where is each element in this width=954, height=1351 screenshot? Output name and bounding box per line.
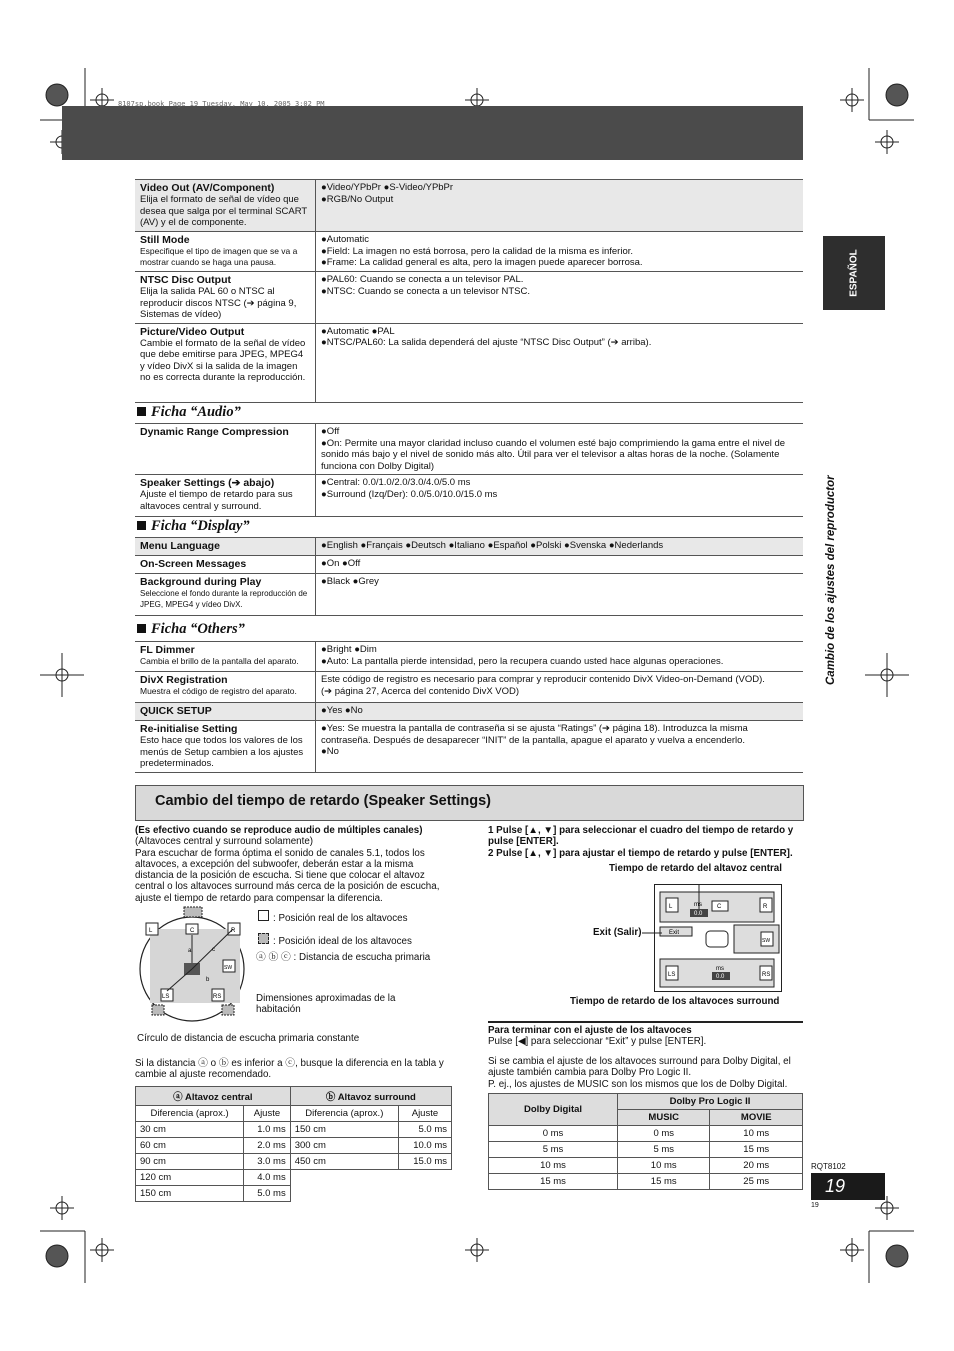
others-heading: Ficha “Others” xyxy=(137,621,245,638)
diagram-c-label: C xyxy=(190,928,195,934)
diagram-c2-label: c xyxy=(212,947,215,953)
legend-real: : Posición real de los altavoces xyxy=(258,910,408,924)
speaker-setup-screen xyxy=(654,884,782,992)
legend-ideal: : Posición ideal de los altavoces xyxy=(258,933,412,947)
screen-ms-bottom: ms xyxy=(716,966,724,972)
legend-circle: Círculo de distancia de escucha primaria constante xyxy=(137,1033,360,1044)
diagram-sw-label: SW xyxy=(224,965,233,971)
exit-pointer xyxy=(640,930,662,936)
intro-text: (Es efectivo cuando se reproduce audio de múltiples canales) (Altavoces central y surround solamente) Para escuchar de forma óptima el sonido de canales 5.1, todos los altavoces, a excepción del subwoofer, deberán estar a la misma distancia de la posición de escucha. Si tiene que colocar el altavoz central o los altavoces surround más cerca de la posición de escucha, ajuste el tiempo de retardo para compensar la diferencia. xyxy=(135,825,440,904)
label-central-delay: Tiempo de retardo del altavoz central xyxy=(609,863,782,874)
diagram-r-label: R xyxy=(231,928,236,934)
screen-ls-label: LS xyxy=(668,972,676,978)
step-2: 2 Pulse [▲, ▼] para ajustar el tiempo de retardo y pulse [ENTER]. xyxy=(488,848,793,859)
screen-rs-label: RS xyxy=(762,972,771,978)
finish-text: Para terminar con el ajuste de los altavoces Pulse [◀] para seleccionar “Exit” y pulse [ENTER]. xyxy=(488,1025,707,1048)
room-diagram xyxy=(136,905,256,1030)
distance-table: ⓐ Altavoz central ⓑ Altavoz surround Diferencia (aprox.) Ajuste Diferencia (aprox.) Ajuste 30 cm 1.0 ms 150 cm 5.0 ms 60 cm 2.0 ms 300 cm 10.0 ms 90 cm 3.0 ms 450 cm 15.0 ms 120 cm 4.0 ms 150 cm 5.0 ms xyxy=(135,1086,452,1202)
screen-exit-button: Exit xyxy=(669,930,680,936)
print-stamp: 8107sp.book Page 19 Tuesday, May 10, 2005 3:02 PM xyxy=(118,100,325,108)
screen-surround-value: 0.0 xyxy=(716,974,725,980)
screen-ms-top: ms xyxy=(694,902,702,908)
page-number-small: 19 xyxy=(811,1202,819,1209)
audio-heading: Ficha “Audio” xyxy=(137,404,241,421)
diagram-l-label: L xyxy=(149,928,153,934)
label-exit: Exit (Salir) xyxy=(593,927,642,938)
dolby-note: Si se cambia el ajuste de los altavoces surround para Dolby Digital, el ajuste también cambia para Dolby Pro Logic II. P. ej., los ajustes de MUSIC son los mismos que los de Dolby Digital. xyxy=(488,1056,791,1090)
display-heading: Ficha “Display” xyxy=(137,518,250,535)
legend-distance: ⓐ ⓑ ⓒ : Distancia de escucha primaria xyxy=(256,952,431,963)
audio-settings-table: Dynamic Range Compression ●Off ●On: Permite una mayor claridad incluso cuando el volumen esté bajo comprimiendo la gama entre el nivel de sonido más bajo y el nivel de sonido más alto. Útil para ver el televisor a altas horas de la noche. (Solamente funciona con Dolby Digital) Speaker Settings (➔ abajo) Ajuste el tiempo de retardo para sus altavoces central y surround. ●Central: 0.0/1.0/2.0/3.0/4.0/5.0 ms ●Surround (Izq/Der): 0.0/5.0/10.0/15.0 ms xyxy=(135,423,803,517)
video-settings-table: Video Out (AV/Component) Elija el formato de señal de vídeo que desea que salga por el terminal SCART (AV) y el de componente. ●Video/YPbPr ●S-Video/YPbPr ●RGB/No Output Still Mode Especifique el tipo de imagen que se va a mostrar cuando se haga una pausa. ●Automatic ●Field: La imagen no está borrosa, pero la calidad de la misma es inferior. ●Frame: La calidad general es alta, pero la imagen puede aparecer borrosa. NTSC Disc Output Elija la salida PAL 60 o NTSC al reproducir discos NTSC (➔ página 9, Sistemas de vídeo) ●PAL60: Cuando se conecta a un televisor PAL. ●NTSC: Cuando se conecta a un televisor NTSC. Picture/Video Output Cambie el formato de la señal de vídeo que debe emitirse para JPEG, MPEG4 y vídeo DivX si la salida de la imagen no es correcta durante la reproducción. ●Automatic ●PAL ●NTSC/PAL60: La salida dependerá del ajuste “NTSC Disc Output” (➔ arriba). xyxy=(135,179,803,403)
label-surround-delay: Tiempo de retardo de los altavoces surround xyxy=(570,996,780,1007)
diagram-a-label: a xyxy=(188,948,192,954)
screen-r-label: R xyxy=(763,904,768,910)
page-number-box: 19 xyxy=(811,1173,885,1200)
screen-sw-label: SW xyxy=(762,938,771,944)
distance-note: Si la distancia ⓐ o ⓑ es inferior a ⓒ, busque la diferencia en la tabla y cambie al ajuste recomendado. xyxy=(135,1058,444,1081)
step-1: 1 Pulse [▲, ▼] para seleccionar el cuadro del tiempo de retardo y pulse [ENTER]. xyxy=(488,825,794,848)
doc-code: RQT8102 xyxy=(811,1162,846,1171)
language-tab: ESPAÑOL xyxy=(823,236,885,310)
screen-c-label: C xyxy=(717,904,722,910)
section-heading-box: Cambio del tiempo de retardo (Speaker Settings) xyxy=(135,785,804,821)
others-settings-table: FL Dimmer Cambia el brillo de la pantalla del aparato. ●Bright ●Dim ●Auto: La pantalla pierde intensidad, pero la recupera cuando usted hace algunas operaciones. DivX Registration Muestra el código de registro del aparato. Este código de registro es necesario para comprar y reproducir contenido DivX Video-on-Demand (VOD). (➔ página 27, Acerca del contenido DivX VOD) QUICK SETUP ●Yes ●No Re-initialise Setting Esto hace que todos los valores de los menús de Setup cambien a los ajustes predeterminados. ●Yes: Se muestra la pantalla de contraseña si se ajusta “Ratings” (➔ página 18). Introduzca la misma contraseña. Después de desaparecer “INIT” de la pantalla, apague el aparato y vuelva a encenderlo. ●No xyxy=(135,641,803,773)
screen-l-label: L xyxy=(669,904,673,910)
side-caption: Cambio de los ajustes del reproductor xyxy=(825,475,837,685)
diagram-ls-label: LS xyxy=(162,994,170,1000)
legend-room: Dimensiones aproximadas de la habitación xyxy=(256,993,396,1016)
diagram-rs-label: RS xyxy=(213,994,222,1000)
divider xyxy=(488,1021,803,1023)
screen-central-value: 0.0 xyxy=(694,911,703,917)
header-bar xyxy=(62,106,803,160)
dolby-table: Dolby Digital Dolby Pro Logic II MUSIC MOVIE 0 ms 0 ms 10 ms 5 ms 5 ms 15 ms 10 ms 10 ms 20 ms 15 ms 15 ms 25 ms xyxy=(488,1093,803,1190)
diagram-b-label: b xyxy=(206,977,210,983)
display-settings-table: Menu Language ●English ●Français ●Deutsch ●Italiano ●Español ●Polski ●Svenska ●Nederlands On-Screen Messages ●On ●Off Background during Play Seleccione el fondo durante la reproducción de JPEG, MPEG4 y vídeo DivX. ●Black ●Grey xyxy=(135,537,803,616)
